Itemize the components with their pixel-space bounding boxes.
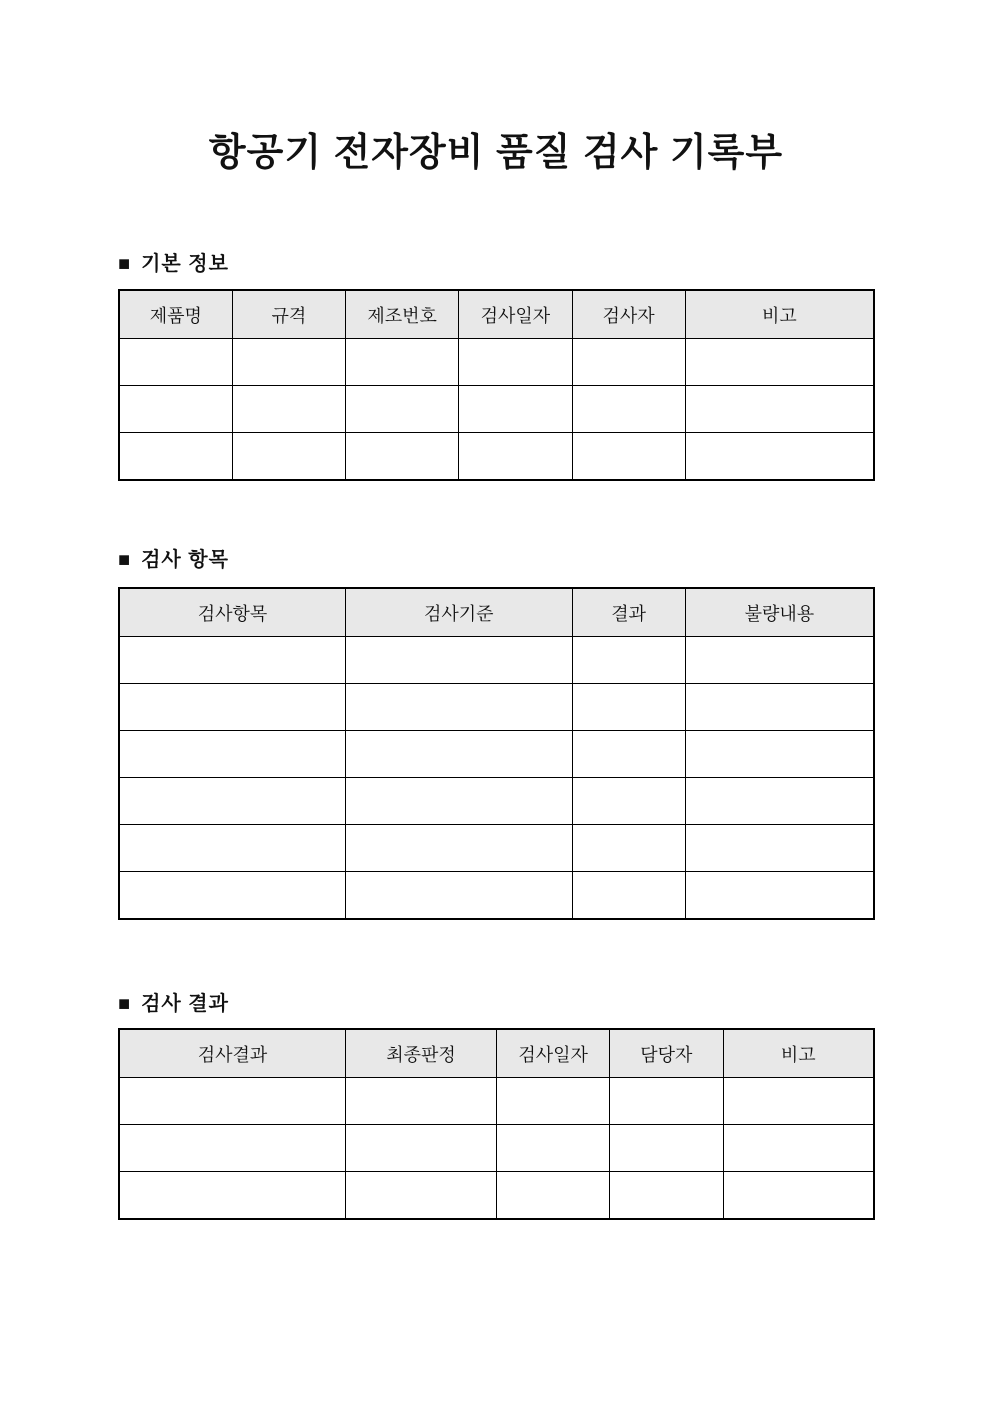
empty-cell	[346, 1078, 497, 1125]
empty-cell	[685, 825, 874, 872]
column-header-inspection-date: 검사일자	[497, 1029, 610, 1078]
empty-cell	[346, 339, 459, 386]
section-inspection-result-title: 검사 결과	[141, 993, 229, 1015]
column-header-inspection-item: 검사항목	[119, 588, 346, 637]
empty-cell	[685, 872, 874, 920]
empty-cell	[232, 339, 345, 386]
section-inspection-items	[118, 549, 875, 920]
inspection-result-empty-row	[119, 1125, 874, 1172]
inspection-items-empty-row	[119, 872, 874, 920]
empty-cell	[346, 731, 573, 778]
empty-cell	[723, 1125, 874, 1172]
empty-cell	[119, 778, 346, 825]
column-header-final-judgment: 최종판정	[346, 1029, 497, 1078]
section-basic-info-heading	[118, 253, 875, 276]
inspection-items-empty-row	[119, 778, 874, 825]
section-inspection-result-heading	[118, 993, 875, 1016]
empty-cell	[610, 1125, 723, 1172]
empty-cell	[459, 386, 572, 433]
inspection-result-table	[118, 1028, 875, 1220]
empty-cell	[685, 684, 874, 731]
section-inspection-items-heading	[118, 549, 875, 572]
square-bullet-icon: ■	[118, 549, 132, 571]
inspection-items-empty-row	[119, 684, 874, 731]
empty-cell	[119, 339, 232, 386]
empty-cell	[572, 386, 685, 433]
inspection-items-header-row	[119, 588, 874, 637]
section-basic-info	[118, 253, 875, 481]
empty-cell	[497, 1078, 610, 1125]
empty-cell	[119, 872, 346, 920]
empty-cell	[346, 1125, 497, 1172]
column-header-inspection-criteria: 검사기준	[346, 588, 573, 637]
section-inspection-result	[118, 993, 875, 1220]
basic-info-table	[118, 289, 875, 481]
empty-cell	[572, 778, 685, 825]
document-title: 항공기 전자장비 품질 검사 기록부	[208, 132, 784, 174]
section-basic-info-title: 기본 정보	[141, 253, 229, 275]
square-bullet-icon: ■	[118, 253, 132, 275]
inspection-result-empty-row	[119, 1078, 874, 1125]
column-header-remarks: 비고	[723, 1029, 874, 1078]
empty-cell	[685, 433, 874, 481]
column-header-spec: 규격	[232, 290, 345, 339]
column-header-result: 결과	[572, 588, 685, 637]
empty-cell	[119, 1078, 346, 1125]
column-header-serial-no: 제조번호	[346, 290, 459, 339]
empty-cell	[119, 1172, 346, 1220]
column-header-person-in-charge: 담당자	[610, 1029, 723, 1078]
column-header-defect-detail: 불량내용	[685, 588, 874, 637]
empty-cell	[723, 1078, 874, 1125]
column-header-inspection-result: 검사결과	[119, 1029, 346, 1078]
column-header-remarks: 비고	[685, 290, 874, 339]
empty-cell	[459, 433, 572, 481]
empty-cell	[232, 386, 345, 433]
empty-cell	[572, 872, 685, 920]
basic-info-header-row	[119, 290, 874, 339]
inspection-items-table	[118, 587, 875, 920]
empty-cell	[346, 1172, 497, 1220]
empty-cell	[572, 339, 685, 386]
empty-cell	[572, 684, 685, 731]
empty-cell	[346, 637, 573, 684]
empty-cell	[723, 1172, 874, 1220]
empty-cell	[346, 778, 573, 825]
empty-cell	[685, 731, 874, 778]
square-bullet-icon: ■	[118, 993, 132, 1015]
empty-cell	[572, 731, 685, 778]
empty-cell	[119, 825, 346, 872]
empty-cell	[346, 433, 459, 481]
document-content	[118, 253, 875, 1220]
empty-cell	[497, 1125, 610, 1172]
empty-cell	[685, 637, 874, 684]
inspection-items-empty-row	[119, 637, 874, 684]
empty-cell	[685, 778, 874, 825]
empty-cell	[346, 386, 459, 433]
empty-cell	[497, 1172, 610, 1220]
empty-cell	[572, 825, 685, 872]
empty-cell	[459, 339, 572, 386]
empty-cell	[119, 637, 346, 684]
empty-cell	[346, 825, 573, 872]
column-header-inspection-date: 검사일자	[459, 290, 572, 339]
inspection-result-empty-row	[119, 1172, 874, 1220]
empty-cell	[685, 386, 874, 433]
section-inspection-items-title: 검사 항목	[141, 549, 229, 571]
empty-cell	[346, 684, 573, 731]
inspection-items-empty-row	[119, 731, 874, 778]
column-header-product-name: 제품명	[119, 290, 232, 339]
basic-info-empty-row	[119, 339, 874, 386]
empty-cell	[685, 339, 874, 386]
inspection-items-empty-row	[119, 825, 874, 872]
empty-cell	[610, 1078, 723, 1125]
inspection-result-header-row	[119, 1029, 874, 1078]
empty-cell	[346, 872, 573, 920]
empty-cell	[119, 684, 346, 731]
empty-cell	[119, 386, 232, 433]
empty-cell	[572, 433, 685, 481]
empty-cell	[232, 433, 345, 481]
empty-cell	[119, 731, 346, 778]
basic-info-empty-row	[119, 433, 874, 481]
empty-cell	[572, 637, 685, 684]
column-header-inspector: 검사자	[572, 290, 685, 339]
basic-info-empty-row	[119, 386, 874, 433]
empty-cell	[119, 433, 232, 481]
empty-cell	[119, 1125, 346, 1172]
empty-cell	[610, 1172, 723, 1220]
